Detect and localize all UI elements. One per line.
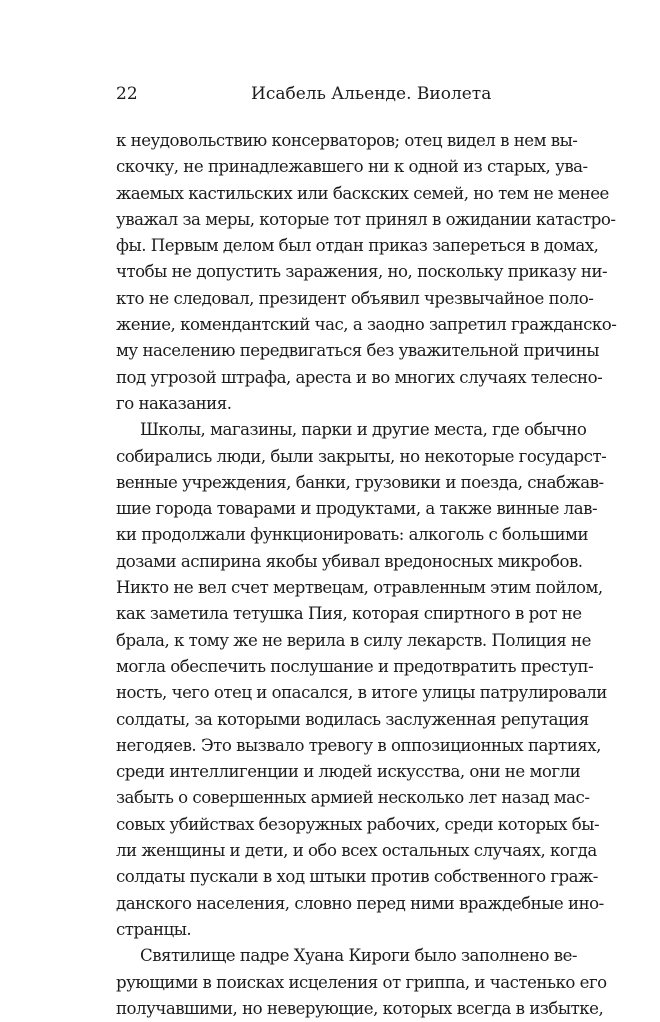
text-line: брала, к тому же не верила в силу лекарств. Полиция не <box>116 630 591 650</box>
running-header <box>116 82 544 106</box>
paragraph-3 <box>116 943 607 1022</box>
text-line: могла обеспечить послушание и предотвратить преступ- <box>116 656 594 676</box>
text-line: как заметила тетушка Пия, которая спиртного в рот не <box>116 604 582 624</box>
text-line: среди интеллигенции и людей искусства, они не могли <box>116 762 581 782</box>
text-line: рующими в поисках исцеления от гриппа, и частенько его <box>116 972 607 992</box>
text-line: фы. Первым делом был отдан приказ запереться в домах, <box>116 236 599 256</box>
text-line: данского населения, словно перед ними враждебные ино- <box>116 893 604 913</box>
text-line: ли женщины и дети, и обо всех остальных случаях, когда <box>116 841 597 861</box>
page-number: 22 <box>116 84 138 104</box>
body-text <box>116 128 617 1022</box>
paragraph-1 <box>116 128 617 417</box>
text-line: забыть о совершенных армией несколько лет назад мас- <box>116 788 590 808</box>
text-line: Никто не вел счет мертвецам, отравленным этим пойлом, <box>116 578 603 598</box>
text-line: го наказания. <box>116 393 232 413</box>
text-line: негодяев. Это вызвало тревогу в оппозиционных партиях, <box>116 735 601 755</box>
text-line: кто не следовал, президент объявил чрезвычайное поло- <box>116 288 594 308</box>
running-title: Исабель Альенде. Виолета <box>251 84 492 104</box>
text-line: уважал за меры, которые тот принял в ожидании катастро- <box>116 209 616 229</box>
text-line: получавшими, но неверующие, которых всегда в избытке, <box>116 998 604 1018</box>
text-line: шие города товарами и продуктами, а также винные лав- <box>116 499 598 519</box>
text-line: дозами аспирина якобы убивал вредоносных микробов. <box>116 551 583 571</box>
text-line: Святилище падре Хуана Кироги было заполнено ве- <box>140 946 578 966</box>
text-line: к неудовольствию консерваторов; отец видел в нем вы- <box>116 131 578 150</box>
text-line: совых убийствах безоружных рабочих, среди которых бы- <box>116 814 600 834</box>
text-line: скочку, не принадлежавшего ни к одной из старых, ува- <box>116 157 588 177</box>
text-line: Школы, магазины, парки и другие места, где обычно <box>140 420 587 440</box>
text-line: солдаты, за которыми водилась заслуженная репутация <box>116 709 589 729</box>
text-line: странцы. <box>116 919 192 939</box>
text-line: ки продолжали функционировать: алкоголь с большими <box>116 525 589 545</box>
text-line: солдаты пускали в ход штыки против собственного граж- <box>116 867 598 887</box>
text-line: ность, чего отец и опасался, в итоге улицы патрулировали <box>116 683 607 703</box>
text-line: чтобы не допустить заражения, но, поскольку приказу ни- <box>116 262 608 282</box>
text-line: собирались люди, были закрыты, но некоторые государст- <box>116 446 607 466</box>
text-line: под угрозой штрафа, ареста и во многих случаях телесно- <box>116 367 603 387</box>
paragraph-2 <box>116 417 607 943</box>
text-line: му населению передвигаться без уважительной причины <box>116 341 599 361</box>
text-line: жаемых кастильских или баскских семей, но тем не менее <box>116 183 609 203</box>
text-line: венные учреждения, банки, грузовики и поезда, снабжав- <box>116 472 604 492</box>
text-line: жение, комендантский час, а заодно запретил гражданско- <box>116 315 617 335</box>
